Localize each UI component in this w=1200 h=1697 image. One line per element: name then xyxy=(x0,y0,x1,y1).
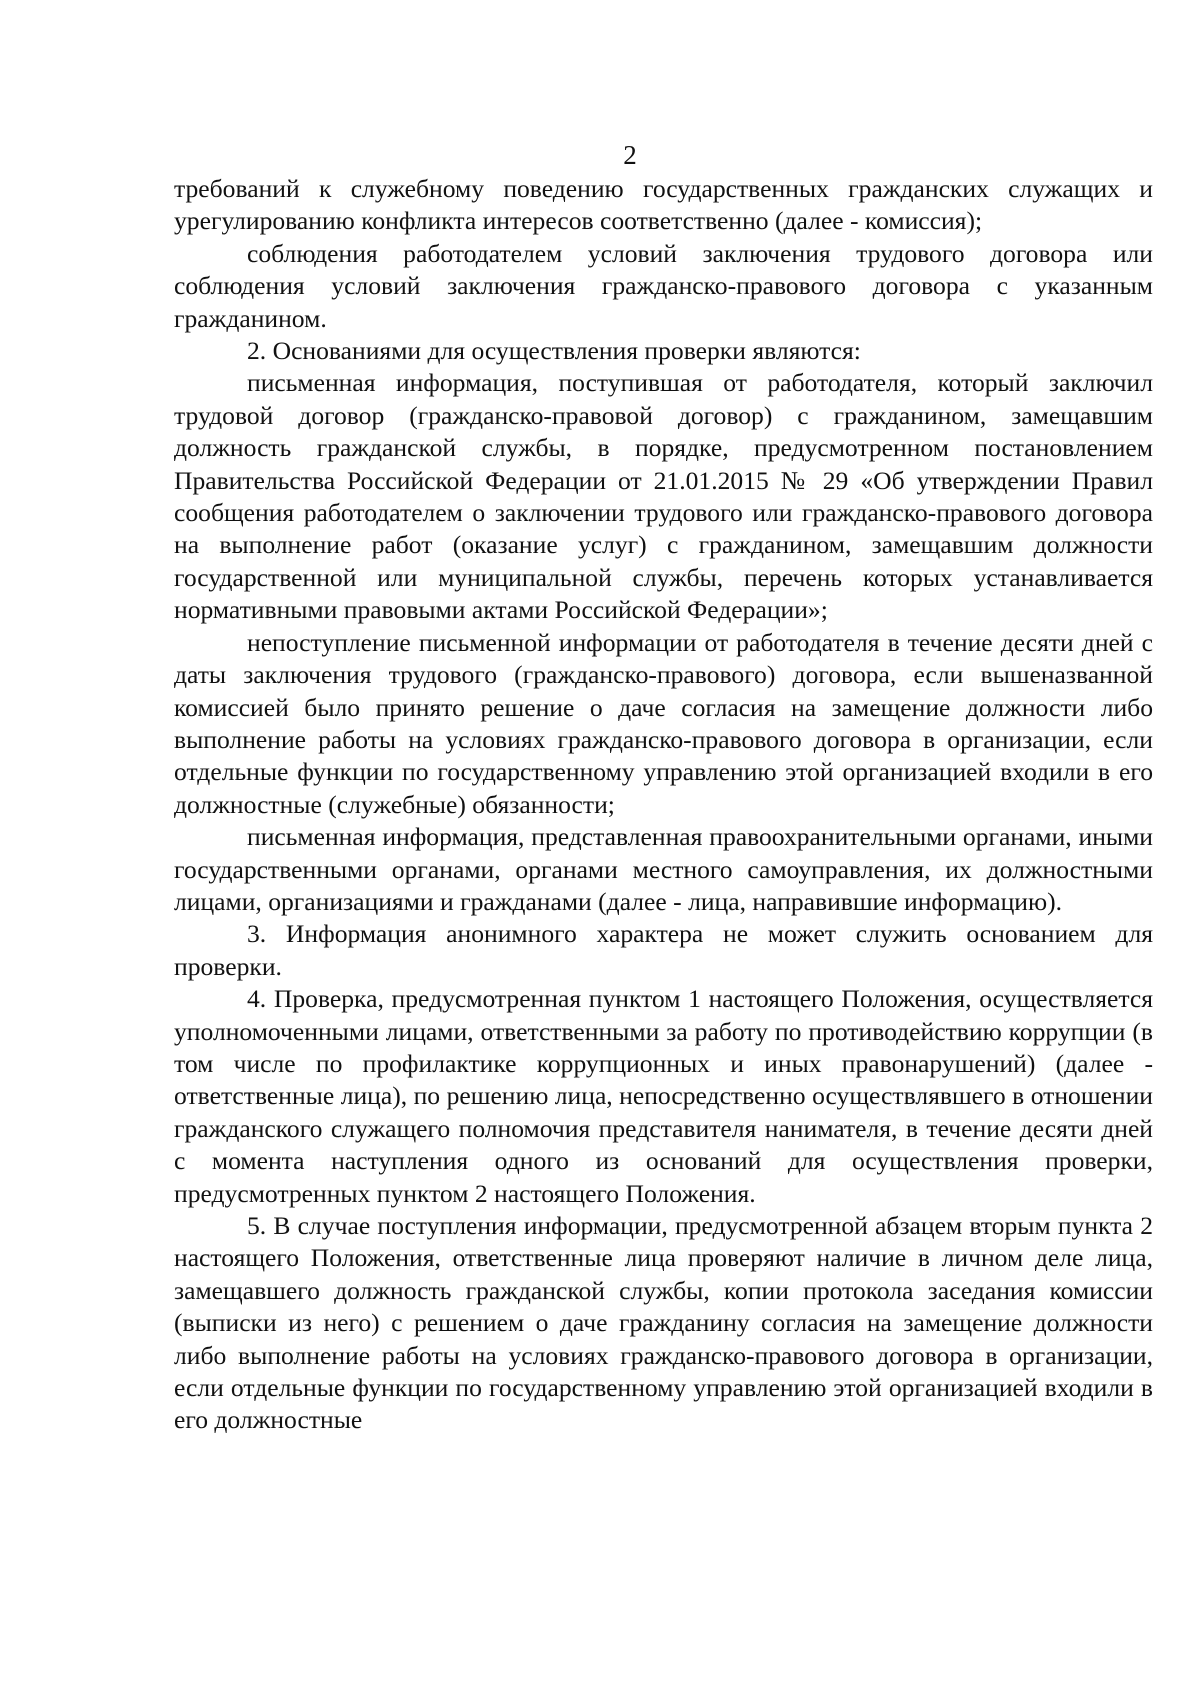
paragraph-item-3: 3. Информация анонимного характера не может служить основанием для проверки. xyxy=(174,919,1153,981)
paragraph-compliance: соблюдения работодателем условий заключения трудового договора или соблюдения условий заключения гражданско-правового договора с указанным гражданином. xyxy=(174,238,1153,333)
paragraph-continuation: требований к служебному поведению государственных гражданских служащих и урегулированию конфликта интересов соответственно (далее - комиссия); xyxy=(174,174,1153,236)
paragraph-item-5: 5. В случае поступления информации, предусмотренной абзацем вторым пункта 2 настоящего Положения, ответственные лица проверяют наличие в личном деле лица, замещавшего должность гражданской службы, копии протокола заседания комиссии (выписки из него) с решением о даче гражданину согласия на замещение должности либо выполнение работы на условиях гражданско-правового договора в организации, если отдельные функции по государственному управлению этой организацией входили в его должностные xyxy=(174,1211,1153,1435)
paragraph-written-info-authorities: письменная информация, представленная правоохранительными органами, иными государственными органами, органами местного самоуправления, их должностными лицами, организациями и гражданами (далее - лица, направившие информацию). xyxy=(174,822,1153,916)
document-body xyxy=(174,173,1153,1437)
paragraph-written-info-employer: письменная информация, поступившая от работодателя, который заключил трудовой договор (гражданско-правовой договор) с гражданином, замещавшим должность гражданской службы, в порядке, предусмотренном постановлением Правительства Российской Федерации от 21.01.2015 № 29 «Об утверждении Правил сообщения работодателем о заключении трудового или гражданско-правового договора на выполнение работ (оказание услуг) с гражданином, замещавшим должности государственной или муниципальной службы, перечень которых устанавливается нормативными правовыми актами Российской Федерации»; xyxy=(174,368,1153,625)
page-number: 2 xyxy=(623,140,637,170)
paragraph-item-4: 4. Проверка, предусмотренная пунктом 1 настоящего Положения, осуществляется уполномоченными лицами, ответственными за работу по противодействию коррупции (в том числе по профилактике коррупционных и иных правонарушений) (далее - ответственные лица), по решению лица, непосредственно осуществлявшего в отношении гражданского служащего полномочия представителя нанимателя, в течение десяти дней с момента наступления одного из оснований для осуществления проверки, предусмотренных пунктом 2 настоящего Положения. xyxy=(174,984,1153,1208)
paragraph-item-2-heading: 2. Основаниями для осуществления проверки являются: xyxy=(247,336,861,366)
paragraph-non-receipt: непоступление письменной информации от работодателя в течение десяти дней с даты заключения трудового (гражданско-правового) договора, если вышеназванной комиссией было принято решение о даче согласия на замещение должности либо выполнение работы на условиях гражданско-правового договора в организации, если отдельные функции по государственному управлению этой организацией входили в его должностные (служебные) обязанности; xyxy=(174,627,1153,819)
